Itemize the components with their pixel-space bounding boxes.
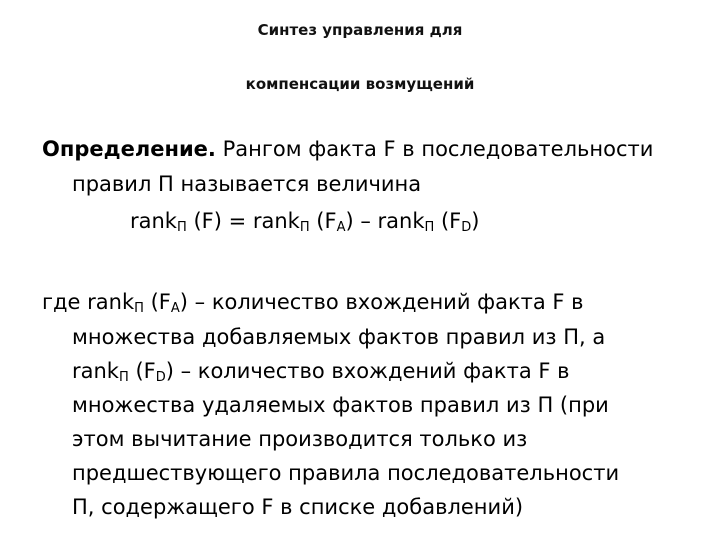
expl-sub-d: D — [155, 370, 166, 385]
definition-line-1-text: Рангом факта F в последовательности — [222, 137, 654, 161]
slide-title-line-1: Синтез управления для — [257, 21, 463, 39]
explanation-line-1 — [42, 290, 584, 316]
rank-formula — [130, 209, 480, 235]
explanation-line-3 — [72, 359, 570, 385]
expl-fa-open: (F — [143, 290, 171, 314]
formula-minus: ) – — [345, 209, 378, 233]
formula-sub-a: A — [336, 220, 346, 235]
definition-term: Определение. — [42, 137, 216, 161]
slide-title-line-2: компенсации возмущений — [245, 75, 475, 93]
expl-sub-p-1: П — [134, 301, 144, 316]
explanation-line-4: множества удаляемых фактов правил из П (при — [72, 393, 609, 417]
explanation-line-1-text: ) – количество вхождений факта F в — [179, 290, 584, 314]
expl-sub-a: A — [170, 301, 180, 316]
formula-sub-d: D — [461, 220, 472, 235]
explanation-line-5: этом вычитание производится только из — [72, 427, 528, 451]
formula-f: (F) = — [186, 209, 253, 233]
formula-rank-1: rank — [130, 209, 177, 233]
explanation-line-6: предшествующего правила последовательности — [72, 461, 620, 485]
expl-rank-2: rank — [72, 359, 119, 383]
explanation-line-3-text: ) – количество вхождений факта F в — [165, 359, 570, 383]
formula-close: ) — [471, 209, 480, 233]
explanation-prefix: где — [42, 290, 88, 314]
expl-sub-p-2: П — [118, 370, 129, 385]
formula-rank-3: rank — [377, 209, 425, 233]
formula-sub-p-3: П — [424, 220, 435, 235]
formula-sub-p-2: П — [299, 220, 310, 235]
formula-rank-2: rank — [252, 209, 300, 233]
expl-fd-open: (F — [128, 359, 156, 383]
definition-line-2: правил П называется величина — [72, 172, 422, 196]
explanation-line-2: множества добавляемых фактов правил из П, а — [72, 325, 606, 349]
definition-line-1 — [42, 139, 653, 160]
formula-fd-open: (F — [434, 209, 462, 233]
formula-fa-open: (F — [309, 209, 337, 233]
formula-sub-p-1: П — [176, 220, 187, 235]
explanation-line-7: П, содержащего F в списке добавлений) — [72, 495, 524, 519]
expl-rank-1: rank — [87, 290, 135, 314]
